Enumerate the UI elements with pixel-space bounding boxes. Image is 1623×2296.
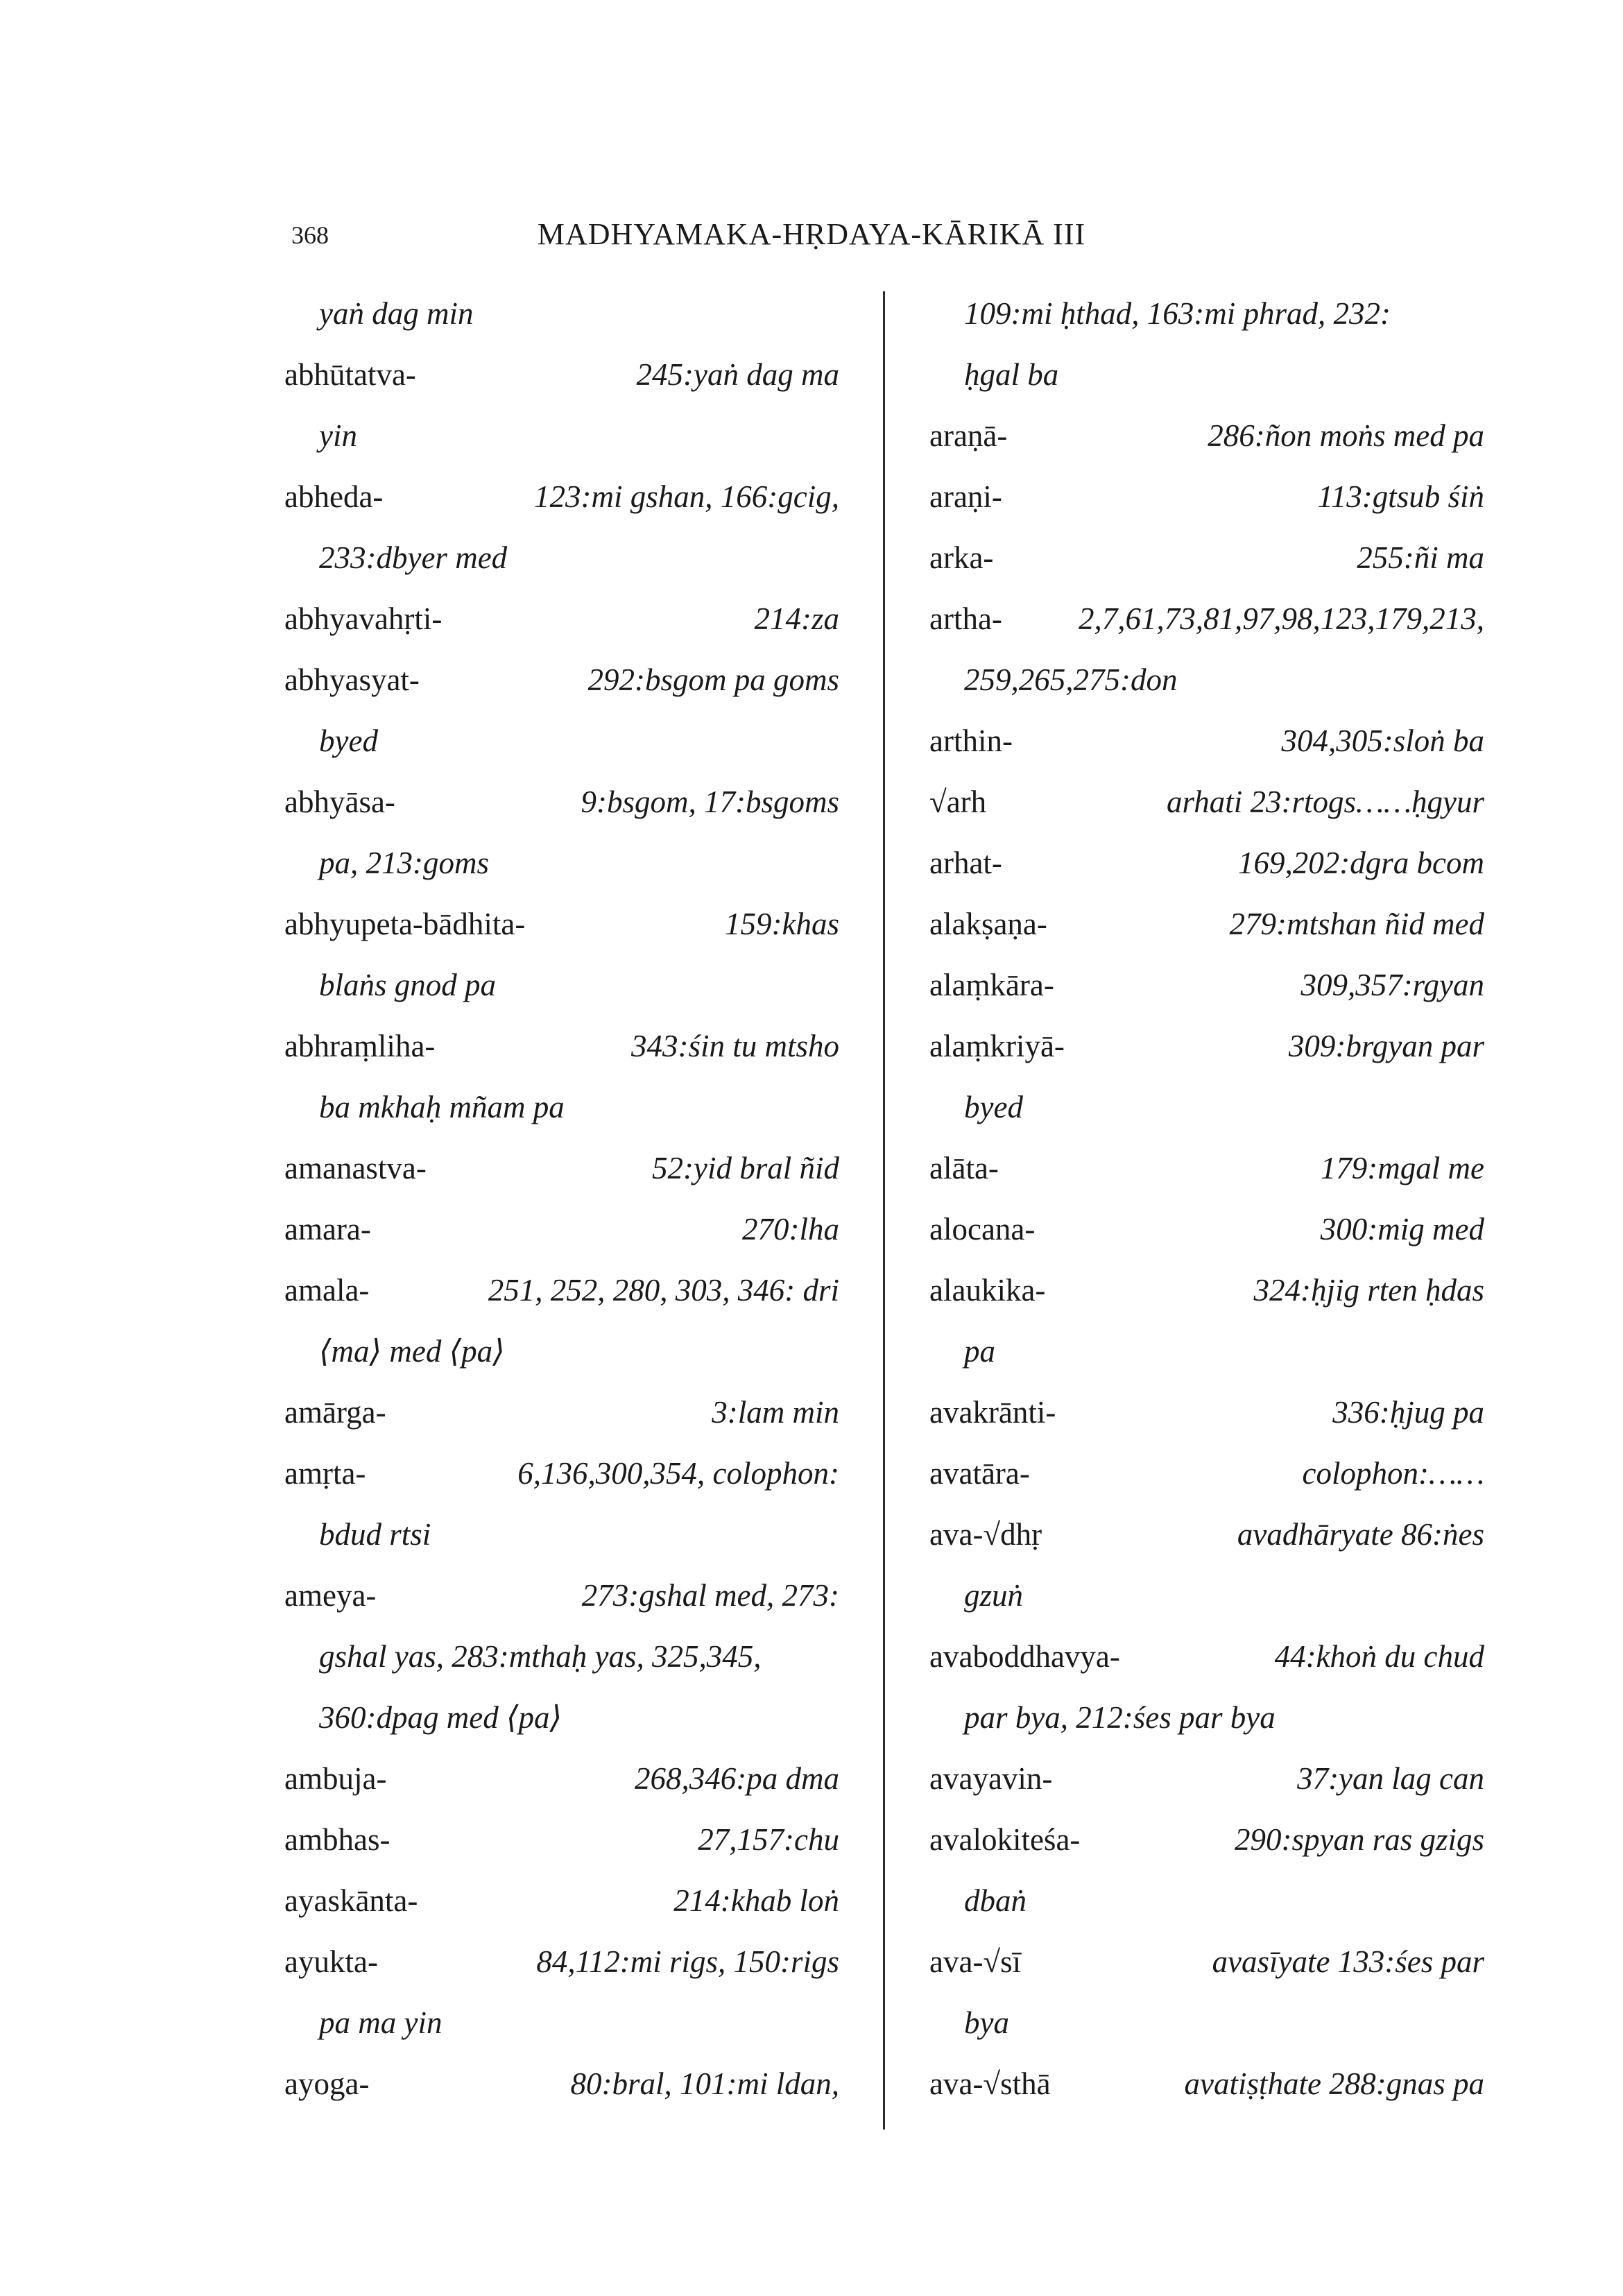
index-line	[929, 832, 1484, 893]
continuation-text: dbaṅ	[964, 1883, 1027, 1918]
index-line	[929, 1626, 1484, 1687]
headword: ava-√dhṛ	[929, 1517, 1042, 1552]
continuation-text: ba mkhaḥ mñam pa	[319, 1090, 565, 1124]
entry-references: 270:lha	[742, 1212, 839, 1246]
entry-references: 3:lam min	[712, 1395, 839, 1430]
index-line	[929, 344, 1484, 405]
entry-references: 37:yan lag can	[1297, 1761, 1484, 1796]
index-line	[929, 1687, 1484, 1748]
index-line	[929, 405, 1484, 466]
headword: ava-√sthā	[929, 2066, 1051, 2101]
index-line	[284, 1077, 839, 1138]
entry-references: 251, 252, 280, 303, 346: dri	[488, 1273, 839, 1308]
headword: ambuja-	[284, 1761, 387, 1796]
headword: amala-	[284, 1273, 370, 1308]
index-line	[929, 649, 1484, 710]
index-line	[284, 1138, 839, 1199]
index-line	[929, 1199, 1484, 1260]
index-line	[929, 954, 1484, 1016]
running-head: MADHYAMAKA-HṚDAYA-KĀRIKĀ III	[537, 217, 1086, 251]
entry-references: 123:mi gshan, 166:gcig,	[534, 479, 839, 514]
continuation-text: 233:dbyer med	[319, 540, 508, 575]
index-line	[929, 527, 1484, 588]
headword: arhat-	[929, 846, 1002, 880]
continuation-text: 259,265,275:don	[964, 662, 1178, 697]
headword: amanastva-	[284, 1151, 427, 1185]
headword: ayukta-	[284, 1944, 378, 1979]
index-line	[929, 1138, 1484, 1199]
continuation-text: blaṅs gnod pa	[319, 968, 497, 1002]
entry-references: 52:yid bral ñid	[652, 1151, 839, 1185]
index-line	[284, 1626, 839, 1687]
entry-references: 324:ḥjig rten ḥdas	[1253, 1273, 1484, 1308]
entry-references: avadhāryate 86:ṅes	[1237, 1517, 1484, 1552]
headword: alaṃkāra-	[929, 968, 1054, 1002]
entry-references: avatiṣṭhate 288:gnas pa	[1184, 2066, 1484, 2101]
entry-references: 309,357:rgyan	[1300, 968, 1484, 1002]
headword: avakrānti-	[929, 1395, 1056, 1430]
index-line	[929, 283, 1484, 344]
entry-references: 214:za	[754, 601, 839, 636]
continuation-text: pa, 213:goms	[319, 846, 489, 880]
index-line	[284, 1504, 839, 1565]
entry-references: 169,202:dgra bcom	[1238, 846, 1484, 880]
headword: araṇā-	[929, 418, 1008, 453]
entry-references: 343:śin tu mtsho	[630, 1029, 839, 1063]
index-line	[929, 1077, 1484, 1138]
continuation-text: ḥgal ba	[964, 357, 1059, 392]
entry-references: 279:mtshan ñid med	[1229, 907, 1484, 941]
entry-references: 245:yaṅ dag ma	[636, 357, 839, 392]
continuation-text: par bya, 212:śes par bya	[964, 1700, 1276, 1735]
index-line	[284, 588, 839, 649]
entry-references: 113:gtsub śiṅ	[1317, 479, 1484, 514]
index-line	[929, 1504, 1484, 1565]
continuation-text: byed	[319, 723, 378, 758]
headword: abhyāsa-	[284, 785, 395, 819]
entry-references: colophon:……	[1302, 1456, 1484, 1491]
entry-references: 292:bsgom pa goms	[587, 662, 839, 697]
index-line	[284, 1321, 839, 1382]
index-line	[284, 344, 839, 405]
index-line	[929, 1321, 1484, 1382]
entry-references: 80:bral, 101:mi ldan,	[570, 2066, 839, 2101]
index-line	[929, 710, 1484, 771]
index-line	[284, 1016, 839, 1077]
continuation-text: yaṅ dag min	[319, 296, 474, 331]
index-line	[284, 2053, 839, 2114]
entry-references: 27,157:chu	[698, 1822, 839, 1857]
headword: abheda-	[284, 479, 384, 514]
index-line	[284, 527, 839, 588]
continuation-text: 360:dpag med ⟨pa⟩	[319, 1700, 563, 1735]
index-line	[929, 1748, 1484, 1809]
continuation-text: pa ma yin	[319, 2005, 443, 2040]
headword: ayaskānta-	[284, 1883, 418, 1918]
headword: arthin-	[929, 723, 1013, 758]
headword: amara-	[284, 1212, 371, 1246]
index-line	[929, 588, 1484, 649]
index-column-left	[284, 283, 839, 2114]
headword: avaboddhavya-	[929, 1639, 1120, 1674]
entry-references: 273:gshal med, 273:	[581, 1578, 839, 1613]
headword: artha-	[929, 601, 1002, 636]
headword: ayoga-	[284, 2066, 370, 2101]
continuation-text: ⟨ma⟩ med ⟨pa⟩	[319, 1334, 505, 1369]
index-line	[284, 466, 839, 527]
index-line	[929, 1016, 1484, 1077]
headword: √arh	[929, 785, 987, 819]
index-line	[284, 1870, 839, 1931]
index-line	[284, 283, 839, 344]
entry-references: 309:brgyan par	[1288, 1029, 1484, 1063]
headword: amārga-	[284, 1395, 386, 1430]
headword: ameya-	[284, 1578, 377, 1613]
index-line	[284, 405, 839, 466]
continuation-text: gshal yas, 283:mthaḥ yas, 325,345,	[319, 1639, 762, 1674]
entry-references: 84,112:mi rigs, 150:rigs	[536, 1944, 839, 1979]
headword: alaṃkriyā-	[929, 1029, 1065, 1063]
index-line	[284, 710, 839, 771]
headword: arka-	[929, 540, 994, 575]
entry-references: 9:bsgom, 17:bsgoms	[581, 785, 839, 819]
entry-references: 214:khab loṅ	[673, 1883, 839, 1918]
index-line	[284, 1992, 839, 2053]
headword: abhraṃliha-	[284, 1029, 436, 1063]
headword: amṛta-	[284, 1456, 366, 1491]
index-line	[284, 832, 839, 893]
index-line	[929, 1809, 1484, 1870]
index-line	[929, 1260, 1484, 1321]
index-line	[929, 2053, 1484, 2114]
entry-references: 304,305:sloṅ ba	[1281, 723, 1484, 758]
index-line	[929, 1565, 1484, 1626]
headword: avatāra-	[929, 1456, 1030, 1491]
page-number: 368	[291, 221, 329, 249]
index-line	[929, 1992, 1484, 2053]
headword: araṇi-	[929, 479, 1002, 514]
index-line	[284, 1565, 839, 1626]
continuation-text: bya	[964, 2005, 1009, 2040]
index-line	[284, 771, 839, 832]
continuation-text: byed	[964, 1090, 1023, 1124]
continuation-text: 109:mi ḥthad, 163:mi phrad, 232:	[964, 296, 1391, 331]
entry-references: 290:spyan ras gzigs	[1234, 1822, 1484, 1857]
entry-references: 336:ḥjug pa	[1332, 1395, 1484, 1430]
continuation-text: pa	[964, 1334, 995, 1369]
entry-references: 159:khas	[725, 907, 839, 941]
entry-references: 6,136,300,354, colophon:	[517, 1456, 839, 1491]
headword: abhyavahṛti-	[284, 601, 443, 636]
headword: abhyupeta-bādhita-	[284, 907, 526, 941]
headword: avalokiteśa-	[929, 1822, 1081, 1857]
headword: alaukika-	[929, 1273, 1046, 1308]
entry-references: 44:khoṅ du chud	[1274, 1639, 1484, 1674]
headword: alāta-	[929, 1151, 999, 1185]
headword: abhyasyat-	[284, 662, 420, 697]
entry-references: arhati 23:rtogs……ḥgyur	[1167, 785, 1484, 819]
index-line	[929, 1382, 1484, 1443]
headword: avayavin-	[929, 1761, 1053, 1796]
index-line	[284, 1443, 839, 1504]
headword: ava-√sī	[929, 1944, 1022, 1979]
index-column-right	[929, 283, 1484, 2114]
index-line	[284, 1748, 839, 1809]
index-line	[284, 1382, 839, 1443]
entry-references: 255:ñi ma	[1357, 540, 1484, 575]
index-line	[284, 649, 839, 710]
index-line	[284, 1687, 839, 1748]
entry-references: 179:mgal me	[1320, 1151, 1484, 1185]
entry-references: 300:mig med	[1320, 1212, 1484, 1246]
headword: alakṣaṇa-	[929, 907, 1047, 941]
entry-references: 286:ñon moṅs med pa	[1208, 418, 1484, 453]
column-divider	[883, 291, 885, 2130]
index-line	[929, 893, 1484, 954]
entry-references: avasīyate 133:śes par	[1212, 1944, 1484, 1979]
entry-references: 2,7,61,73,81,97,98,123,179,213,	[1079, 601, 1484, 636]
index-line	[284, 1260, 839, 1321]
entry-references: 268,346:pa dma	[635, 1761, 839, 1796]
index-line	[929, 466, 1484, 527]
index-line	[929, 1870, 1484, 1931]
index-line	[929, 1931, 1484, 1992]
continuation-text: yin	[319, 418, 357, 453]
index-line	[284, 954, 839, 1016]
index-line	[284, 1809, 839, 1870]
headword: alocana-	[929, 1212, 1036, 1246]
index-line	[284, 1199, 839, 1260]
index-line	[284, 1931, 839, 1992]
index-line	[284, 893, 839, 954]
headword: abhūtatva-	[284, 357, 416, 392]
continuation-text: gzuṅ	[964, 1578, 1024, 1613]
continuation-text: bdud rtsi	[319, 1517, 431, 1552]
headword: ambhas-	[284, 1822, 390, 1857]
index-line	[929, 771, 1484, 832]
index-line	[929, 1443, 1484, 1504]
